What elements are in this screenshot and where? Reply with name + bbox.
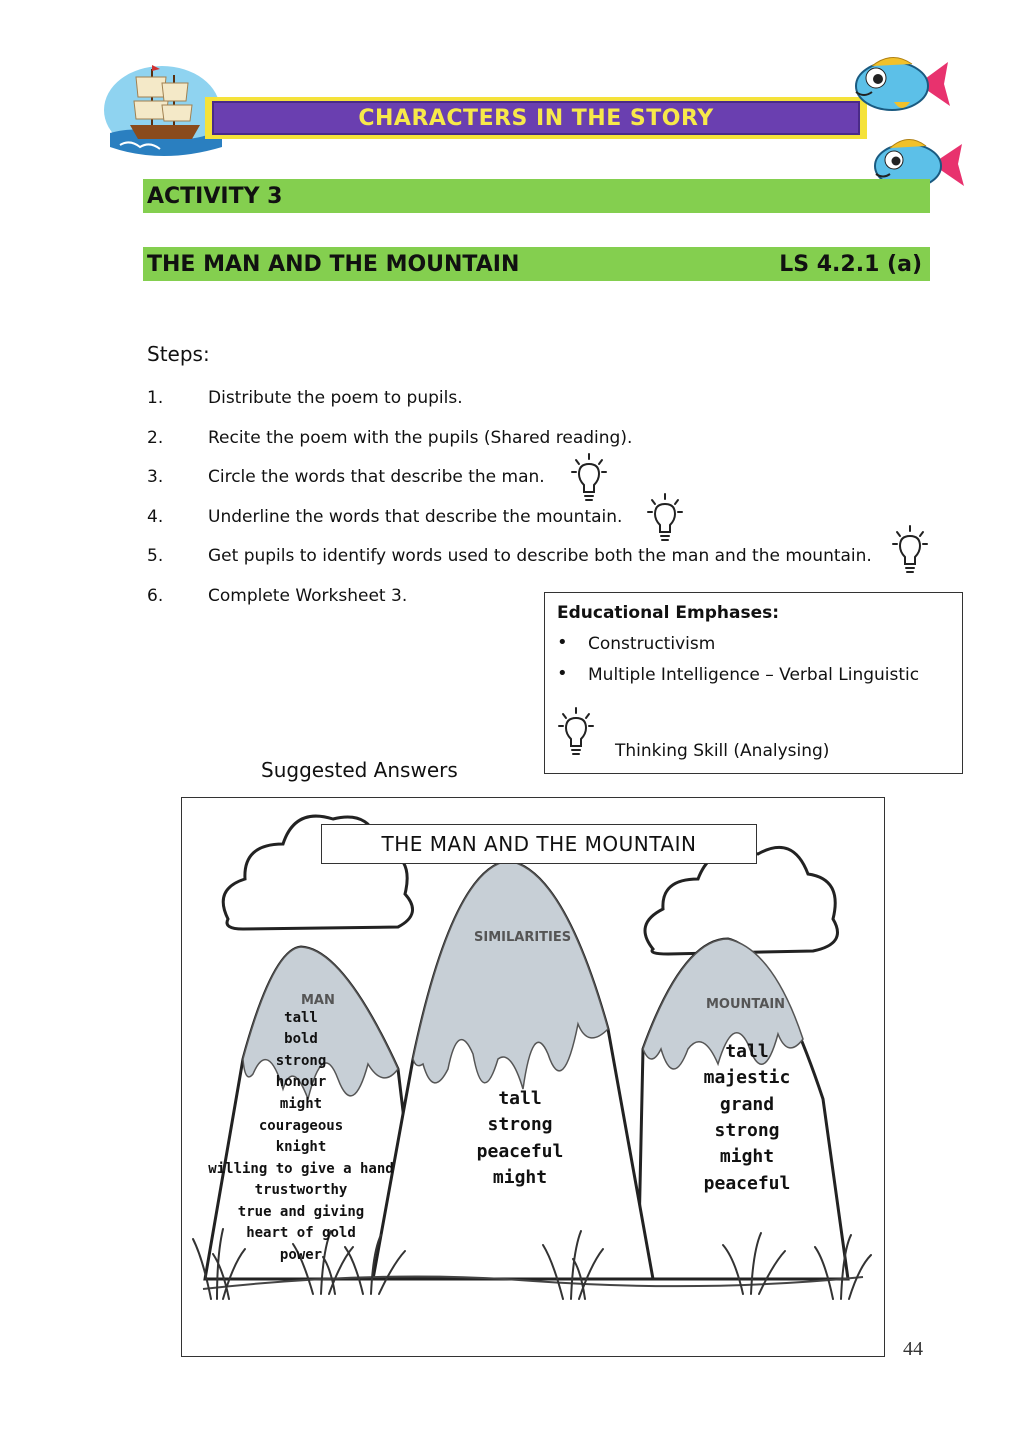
page-title: CHARACTERS IN THE STORY bbox=[358, 105, 714, 131]
step-item bbox=[147, 467, 947, 489]
man-word: willing to give a hand bbox=[208, 1161, 394, 1177]
activity-title: THE MAN AND THE MOUNTAIN bbox=[147, 251, 520, 277]
step-item bbox=[147, 428, 947, 450]
emphasis-text: Constructivism bbox=[588, 634, 716, 654]
man-word: might bbox=[279, 1096, 323, 1112]
step-number: 1. bbox=[147, 388, 164, 408]
man-word: tall bbox=[284, 1010, 318, 1026]
diagram-title: THE MAN AND THE MOUNTAIN bbox=[321, 824, 757, 864]
step-item bbox=[147, 507, 947, 529]
man-word: courageous bbox=[258, 1118, 344, 1134]
emphases-title: Educational Emphases: bbox=[557, 603, 780, 623]
activity-title-bar bbox=[143, 247, 930, 281]
suggested-answers-label: Suggested Answers bbox=[261, 758, 458, 782]
bullet-icon: • bbox=[557, 632, 568, 653]
step-item bbox=[147, 586, 547, 608]
mountain-word: grand bbox=[719, 1094, 775, 1115]
page-number: 44 bbox=[903, 1338, 923, 1360]
mountain-word: strong bbox=[714, 1120, 780, 1141]
lightbulb-icon bbox=[891, 524, 929, 574]
emphasis-text: Multiple Intelligence – Verbal Linguistic bbox=[588, 665, 920, 685]
step-text: Recite the poem with the pupils (Shared reading). bbox=[208, 428, 633, 448]
mountain-word: majestic bbox=[703, 1067, 791, 1088]
activity-label-bar bbox=[143, 179, 930, 213]
man-word: bold bbox=[284, 1031, 318, 1047]
step-item bbox=[147, 388, 947, 410]
activity-code: LS 4.2.1 (a) bbox=[779, 251, 922, 277]
emphasis-item bbox=[557, 665, 957, 687]
step-item bbox=[147, 546, 947, 568]
similarities-label: SIMILARITIES bbox=[474, 930, 572, 945]
mountain-label: MOUNTAIN bbox=[706, 997, 786, 1012]
man-word: power bbox=[279, 1247, 323, 1263]
man-word: heart of gold bbox=[246, 1225, 356, 1241]
step-number: 6. bbox=[147, 586, 164, 606]
man-word: trustworthy bbox=[254, 1182, 348, 1198]
similarity-word: strong bbox=[487, 1114, 553, 1135]
fish-illustration-top bbox=[846, 48, 956, 120]
lightbulb-icon bbox=[570, 452, 608, 502]
thinking-skill-text: Thinking Skill (Analysing) bbox=[615, 741, 830, 761]
man-word: true and giving bbox=[237, 1204, 365, 1220]
mountain-word: might bbox=[719, 1146, 775, 1167]
lightbulb-icon bbox=[646, 492, 684, 542]
mountain-word: tall bbox=[725, 1041, 769, 1062]
emphasis-item bbox=[557, 634, 957, 656]
man-word: knight bbox=[275, 1139, 327, 1155]
activity-label: ACTIVITY 3 bbox=[147, 183, 283, 209]
step-number: 4. bbox=[147, 507, 164, 527]
step-text: Get pupils to identify words used to describe both the man and the mountain. bbox=[208, 546, 872, 566]
man-word: honour bbox=[275, 1074, 327, 1090]
man-word: strong bbox=[275, 1053, 327, 1069]
lightbulb-icon bbox=[557, 705, 595, 757]
steps-heading: Steps: bbox=[147, 342, 210, 366]
mountain-word: peaceful bbox=[703, 1173, 791, 1194]
step-text: Underline the words that describe the mountain. bbox=[208, 507, 623, 527]
similarity-word: peaceful bbox=[476, 1141, 564, 1162]
similarity-word: might bbox=[492, 1167, 548, 1188]
step-text: Complete Worksheet 3. bbox=[208, 586, 408, 606]
step-text: Distribute the poem to pupils. bbox=[208, 388, 463, 408]
similarity-word: tall bbox=[498, 1088, 542, 1109]
step-number: 3. bbox=[147, 467, 164, 487]
step-text: Circle the words that describe the man. bbox=[208, 467, 545, 487]
step-number: 2. bbox=[147, 428, 164, 448]
step-number: 5. bbox=[147, 546, 164, 566]
man-label: MAN bbox=[301, 993, 335, 1008]
bullet-icon: • bbox=[557, 663, 568, 684]
